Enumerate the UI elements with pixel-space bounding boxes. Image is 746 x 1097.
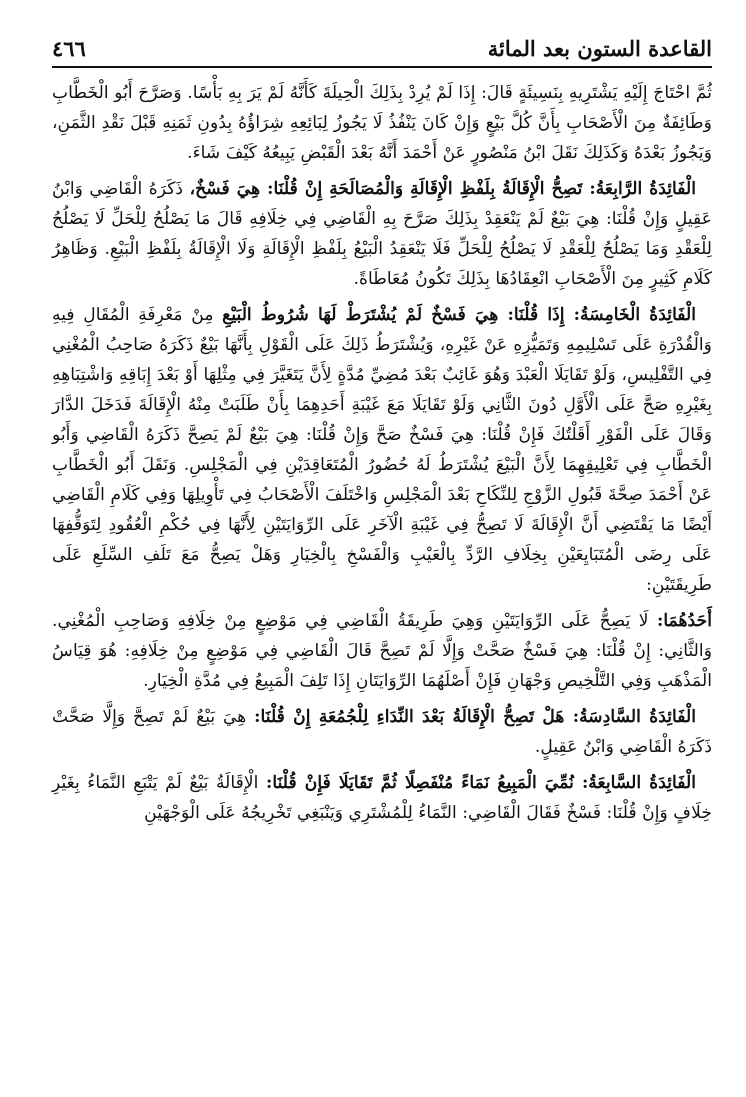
- page-number: ٤٦٦: [52, 36, 86, 61]
- paragraph-continuation: [52, 78, 712, 168]
- chapter-title: القاعدة الستون بعد المائة: [487, 36, 712, 61]
- paragraph-lead: الْفَائِدَةُ الرَّابِعَةُ: تَصِحُّ الْإِقَالَةُ بِلَفْظِ الْإِقَالَةِ وَالْمُصَالَحَةِ إِنْ قُلْنَا: هِيَ فَسْخٌ،: [189, 179, 697, 199]
- paragraph-text: لَا يَصِحُّ عَلَى الرِّوَايَتَيْنِ وَهِيَ طَرِيقَةُ الْقَاضِي فِي مَوْضِعٍ مِنْ خِلَافِهِ وَصَاحِبِ الْمُغْنِي. وَالثَّانِي: إِنْ قُلْنَا: هِيَ فَسْخٌ صَحَّتْ وَإِلَّا لَمْ تَصِحَّ قَالَ الْقَاضِي فِي مَوْضِعٍ مِنْ خِلَافِهِ: هُوَ قِيَاسُ الْمَذْهَبِ وَفِي التَّلْخِيصِ وَجْهَانِ فَإِنْ أَصْلَهُمَا الرِّوَايَتَانِ إِذَا تَلِفَ الْمَبِيعُ فِي مُدَّةِ الْخِيَارِ.: [52, 611, 712, 691]
- paragraph-text: الْإِقَالَةُ بَيْعٌ لَمْ يَتْبَعِ النَّمَاءُ بِغَيْرِ خِلَافٍ وَإِنْ قُلْنَا: فَسْخٌ فَقَالَ الْقَاضِي: النَّمَاءُ لِلْمُشْتَرِي وَيَنْبَغِي تَخْرِيجُهُ عَلَى الْوَجْهَيْنِ: [52, 773, 712, 823]
- paragraph-text: مِنْ مَعْرِفَةِ الْمُقَالِ فِيهِ وَالْقُدْرَةِ عَلَى تَسْلِيمِهِ وَتَمَيُّزِهِ عَنْ غَيْرِهِ، وَيُشْتَرَطُ ذَلِكَ عَلَى الْقَوْلِ بِأَنَّهَا بَيْعٌ ذَكَرَهُ صَاحِبُ الْمُغْنِي فِي التَّفْلِيسِ، وَلَوْ تَقَايَلَا الْعَبْدَ وَهُوَ غَائِبٌ بَعْدَ مُضِيِّ مُدَّةٍ لِأَنَّ يَتَغَيَّرَ فِي مِثْلِهَا أَوْ بَعْدَ إِبَاقِهِ وَاشْتِبَاهِهِ بِغَيْرِهِ صَحَّ عَلَى الْأَوَّلِ دُونَ الثَّانِي وَلَوْ تَقَايَلَا مَعَ غَيْبَةِ أَحَدِهِمَا بِأَنْ طَلَبَتْ مِنْهُ الْإِقَالَةَ فَدَخَلَ الدَّارَ وَقَالَ عَلَى الْفَوْرِ أَقَلْتُكَ فَإِنْ قُلْنَا: هِيَ فَسْخٌ صَحَّ وَإِنْ قُلْنَا: هِيَ بَيْعٌ لَمْ يَصِحَّ ذَكَرَهُ الْقَاضِي وَأَبُو الْخَطَّابِ فِي تَعْلِيقِهِمَا لِأَنَّ الْبَيْعَ يُشْتَرَطُ لَهُ حُضُورُ الْمُتَعَاقِدَيْنِ فِي الْمَجْلِسِ. وَنَقَلَ أَبُو الْخَطَّابِ عَنْ أَحْمَدَ صِحَّةَ قَبُولِ الزَّوْجِ لِلنِّكَاحِ بَعْدَ الْمَجْلِسِ وَاخْتَلَفَ الْأَصْحَابُ فِي تَأْوِيلِهَا وَفِي كَلَامِ الْقَاضِي أَيْضًا مَا يَقْتَضِي أَنَّ الْإِقَالَةَ لَا تَصِحُّ فِي غَيْبَةِ الْآخَرِ عَلَى الرِّوَايَتَيْنِ لِأَنَّهَا فِي حُكْمِ الْعُقُودِ لِتَوَقُّفِهَا عَلَى رِضَى الْمُتَبَايِعَيْنِ بِخِلَافِ الرَّدِّ بِالْعَيْبِ وَالْفَسْخِ بِالْخِيَارِ وَهَلْ يَصِحُّ مَعَ تَلَفِ السِّلَعِ عَلَى طَرِيقَتَيْنِ:: [52, 305, 712, 595]
- paragraph-lead: الْفَائِدَةُ الْخَامِسَةُ: إِذَا قُلْنَا: هِيَ فَسْخٌ لَمْ يُشْتَرَطْ لَهَا شُرُوطُ الْبَيْعِ: [222, 305, 697, 325]
- paragraph-lead: الْفَائِدَةُ السَّادِسَةُ: هَلْ تَصِحُّ الْإِقَالَةُ بَعْدَ النِّدَاءِ لِلْجُمُعَةِ إِنْ قُلْنَا:: [254, 707, 696, 727]
- paragraph-text: هِيَ بَيْعٌ لَمْ تَصِحَّ وَإِلَّا صَحَّتْ ذَكَرَهُ الْقَاضِي وَابْنُ عَقِيلٍ.: [52, 707, 712, 757]
- paragraph-text: ثُمَّ احْتَاجَ إِلَيْهِ يَشْتَرِيهِ بِنَسِيئَةٍ قَالَ: إِذَا لَمْ يُرِدْ بِذَلِكَ الْحِيلَةَ كَأَنَّهُ لَمْ يَرَ بِهِ بَأْسًا. وَصَرَّحَ أَبُو الْخَطَّابِ وَطَائِفَةٌ مِنَ الْأَصْحَابِ بِأَنَّ كُلَّ بَيْعٍ وَإِنْ كَانَ يَنْفُذُ لَا يَجُوزُ لِبَائِعِهِ شِرَاؤُهُ بِدُونِ ثَمَنِهِ قَبْلَ نَقْدِ الثَّمَنِ، وَيَجُوزُ بَعْدَهُ وَكَذَلِكَ نَقَلَ ابْنُ مَنْصُورٍ عَنْ أَحْمَدَ أَنَّهُ بَعْدَ الْقَبْضِ يَبِيعُهُ كَيْفَ شَاءَ.: [52, 83, 712, 163]
- paragraph-lead: أَحَدُهُمَا:: [656, 611, 712, 631]
- book-page: [52, 34, 712, 1074]
- body-text: [52, 78, 712, 828]
- paragraph-lead: الْفَائِدَةُ السَّابِعَةُ: نُمِّيَ الْمَبِيعُ نَمَاءً مُنْفَصِلًا ثُمَّ تَقَايَلَا فَإِنْ قُلْنَا:: [266, 773, 696, 793]
- paragraph-sixth-benefit: [52, 702, 712, 762]
- paragraph-first-method: [52, 606, 712, 696]
- paragraph-text: ذَكَرَهُ الْقَاضِي وَابْنُ عَقِيلٍ وَإِنْ قُلْنَا: هِيَ بَيْعٌ لَمْ يَنْعَقِدْ بِذَلِكَ صَرَّحَ بِهِ الْقَاضِي فِي خِلَافِهِ قَالَ مَا يَصْلُحُ لِلْحَلِّ لَا يَصْلُحُ لِلْعَقْدِ وَمَا يَصْلُحُ لِلْعَقْدِ لَا يَصْلُحُ لِلْحَلِّ فَلَا يَنْعَقِدُ الْبَيْعُ بِلَفْظِ الْإِقَالَةِ وَلَا الْإِقَالَةُ بِلَفْظِ الْبَيْعِ. وَظَاهِرُ كَلَامِ كَثِيرٍ مِنَ الْأَصْحَابِ انْعِقَادُهَا بِذَلِكَ تَكُونُ مُعَاطَاةً.: [52, 179, 712, 289]
- paragraph-fourth-benefit: [52, 174, 712, 294]
- running-header: [52, 34, 712, 68]
- paragraph-fifth-benefit: [52, 300, 712, 600]
- paragraph-seventh-benefit: [52, 768, 712, 828]
